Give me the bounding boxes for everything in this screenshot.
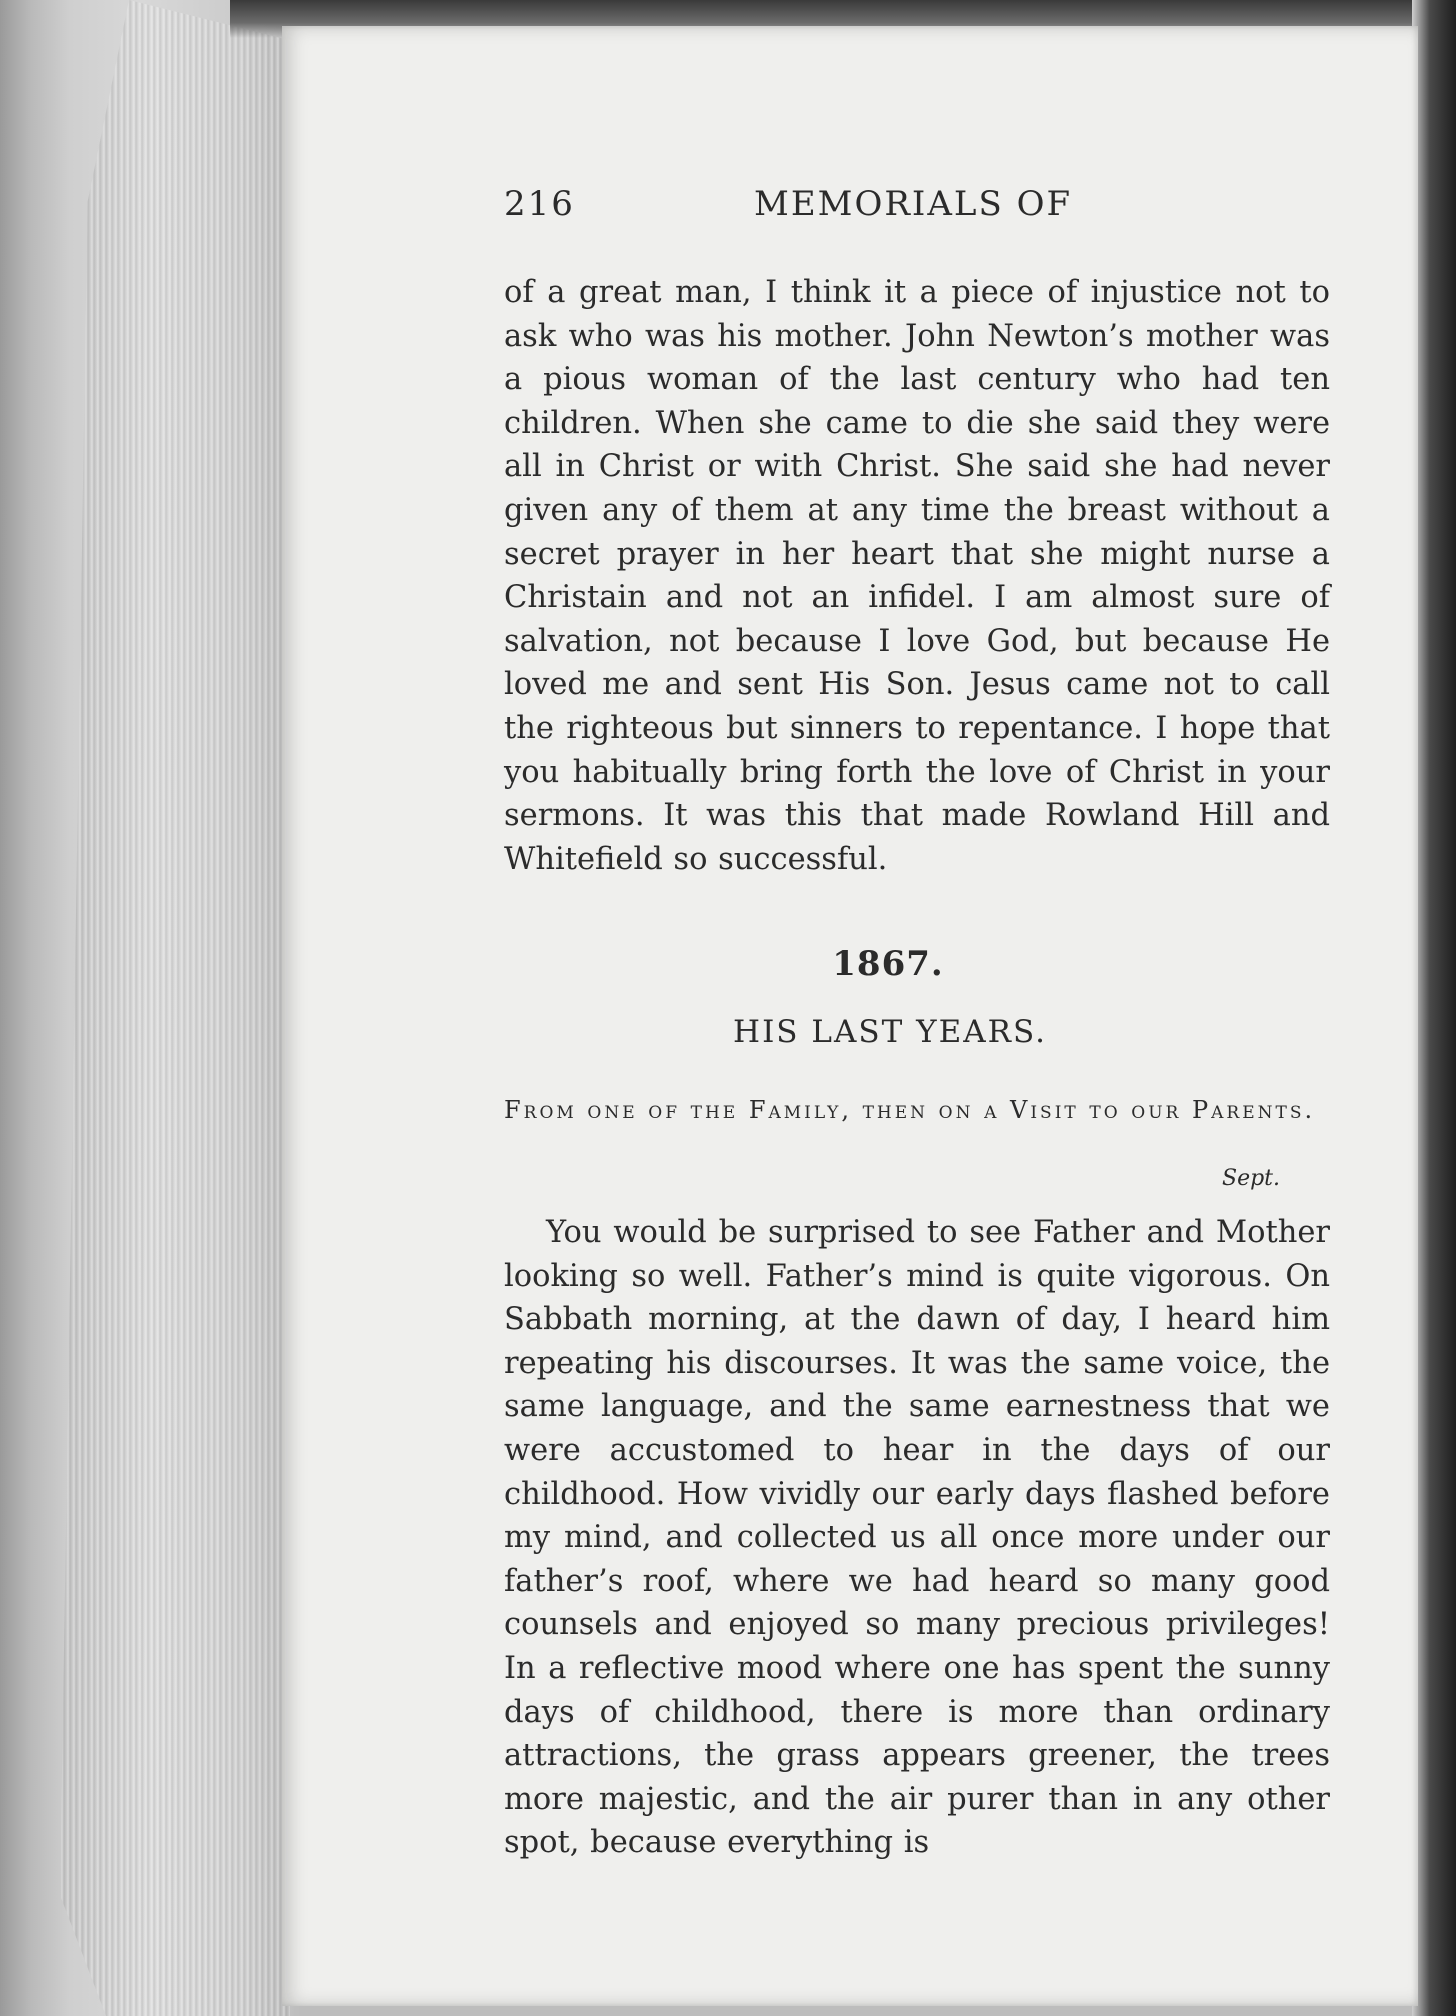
section-year: 1867. bbox=[832, 944, 944, 984]
letter-attribution: From one of the Family, then on a Visit to our Parents. bbox=[504, 1096, 1316, 1124]
page-number: 216 bbox=[504, 184, 575, 224]
section-title: HIS LAST YEARS. bbox=[733, 1014, 1047, 1050]
running-head bbox=[504, 184, 1344, 244]
book-page-edges bbox=[60, 0, 290, 2016]
book-page bbox=[282, 26, 1418, 2006]
right-book-edge bbox=[1412, 0, 1456, 2016]
letter-date: Sept. bbox=[1222, 1166, 1281, 1191]
paragraph-2-text: You would be surprised to see Father and Mother looking so well. Father’s mind is quite vigorous. On Sabbath morning, at the dawn of day, I heard him repeating his discourses. It was the same voice, the same language, and the same earnestness that we were accustomed to hear in the days of our childhood. How vividly our early days flashed before my mind, and collected us all once more under our father’s roof, where we had heard so many good counsels and enjoyed so many precious privileges! In a reflective mood where one has spent the sunny days of childhood, there is more than ordinary attractions, the grass appears greener, the trees more majestic, and the air purer than in any other spot, because everything is bbox=[504, 1215, 1330, 1861]
running-head-title: MEMORIALS OF bbox=[754, 184, 1073, 224]
paragraph-1-text: of a great man, I think it a piece of injustice not to ask who was his mother. John Newton’s mother was a pious woman of the last century who had ten children. When she came to die she said they were all in Christ or with Christ. She said she had never given any of them at any time the breast without a secret prayer in her heart that she might nurse a Christain and not an infidel. I am almost sure of salvation, not because I love God, but because He loved me and sent His Son. Jesus came not to call the righteous but sinners to repentance. I hope that you habitually bring forth the love of Christ in your sermons. It was this that made Rowland Hill and Whitefield so successful. bbox=[504, 275, 1330, 877]
paragraph-continued bbox=[504, 271, 1330, 881]
letter-body bbox=[504, 1211, 1330, 1865]
